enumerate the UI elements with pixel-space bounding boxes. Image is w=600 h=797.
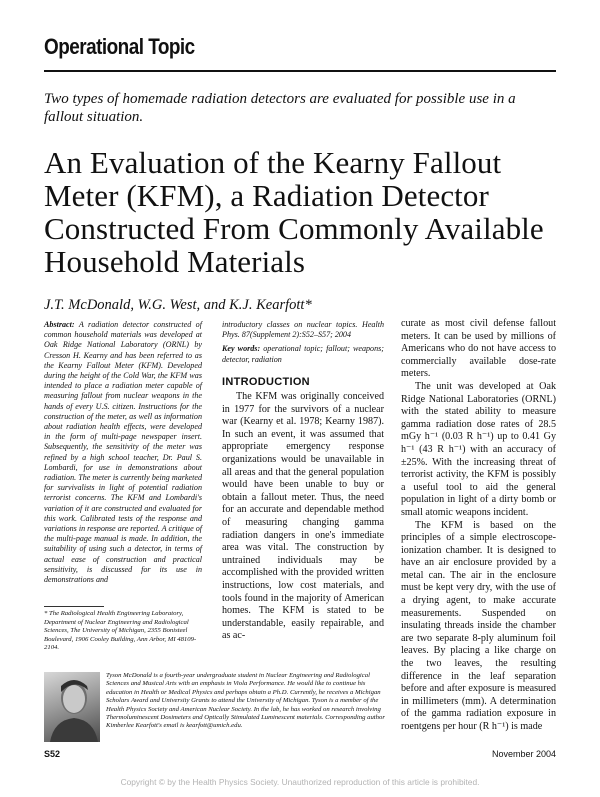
col3-paragraph-3: The KFM is based on the principles of a simple electroscope-ionization chamber. It is designed to have an air enclosure provided by a metal can. The air in the enclosure must be kept very dry, with the use of a drying agent, to make accurate measurements. Suspended on insulating threads inside the chamber are two separate 8-ply aluminum foil leaves. By placing a like charge on the two leaves, the resulting difference in the leaf separation before and after exposure is measured in millimeters (mm). A determination of the gamma radiation exposure in roentgens per hour (R h⁻¹) is made <box>401 519 556 732</box>
footnote-rule <box>44 606 104 607</box>
author-photo <box>44 672 100 742</box>
copyright-notice: Copyright © by the Health Physics Society. Unauthorized reproduction of this article is prohibited. <box>120 777 480 787</box>
introduction-heading: INTRODUCTION <box>222 375 310 388</box>
affiliation-footnote: * The Radiological Health Engineering Laboratory, Department of Nuclear Engineering and Radiological Sciences, The University of Michigan, 2355 Bonisteel Boulevard, 1906 Cooley Building, Ann Arbor, MI 48109-2104. <box>44 610 197 652</box>
citation: Health Phys. 87(Supplement 2):S52–S57; 2004 <box>222 320 384 340</box>
author-portrait-icon <box>44 672 100 742</box>
col3-paragraph-2: The unit was developed at Oak Ridge National Laboratories (ORNL) with the stated ability to measure gamma radiation dose rates of 28.5 mGy h⁻¹ (0.03 R h⁻¹) up to 0.41 Gy h⁻¹ (43 R h⁻¹) with an accuracy of ±25%. With the increasing threat of terrorist activity, the KFM is possibly a useful tool to aid the general population in light of a dirty bomb or small atomic weapons incident. <box>401 380 556 518</box>
issue-date: November 2004 <box>491 749 556 759</box>
article-authors: J.T. McDonald, W.G. West, and K.J. Kearfott* <box>44 297 312 313</box>
header-rule <box>44 70 556 72</box>
abstract-continuation: introductory classes on nuclear topics. <box>222 320 358 329</box>
middle-column <box>222 320 384 643</box>
right-column <box>401 318 556 734</box>
keywords-text: operational topic; fallout; weapons; detector, radiation <box>222 344 385 364</box>
abstract-column <box>44 320 202 585</box>
abstract-label: Abstract: <box>44 320 75 329</box>
author-bio: Tyson McDonald is a fourth-year undergraduate student in Nuclear Engineering and Radiological Sciences and Musical Arts with an emphasis in Viola Performance. He would like to continue his education in Health or Medical Physics and perhaps obtain a Ph.D. Currently, he receives a Michigan Scholars Award and University Grants to attend the University of Michigan. Tyson is a member of the Health Physics Society and American Nuclear Society. In the lab, he has worked on research involving Thermoluminescent Dosimeters and Optically Stimulated Luminescent materials. Corresponding author Kimberlee Kearfott's email is kearfott@umich.edu. <box>106 672 385 730</box>
col3-paragraph-1: curate as most civil defense fallout meters. It can be used by millions of Americans who do not have access to commercially available dose-rate meters. <box>401 318 556 380</box>
article-summary: Two types of homemade radiation detectors are evaluated for possible use in a fallout situation. <box>44 91 516 125</box>
keywords-label: Key words: <box>222 344 261 354</box>
page-number: S52 <box>44 749 61 759</box>
section-topic: Operational Topic <box>44 34 195 59</box>
intro-paragraph: The KFM was originally conceived in 1977 for the survivors of a nuclear war (Kearny et al. 1978; Kearny 1987). In such an event, it was assumed that appropriate emergency response organizations would be unavailable in all areas and that the general population would have been unable to buy or obtain a fallout meter. Thus, the need for an accurate and dependable method of measuring changing gamma radiation dangers in one's immediate area was vital. The construction by untrained individuals may be accomplished with the provided written instructions, low cost materials, and tools found in the majority of American homes. The KFM is stated to be understandable, easily repairable, and as ac- <box>222 391 384 642</box>
article-title: An Evaluation of the Kearny Fallout Meter (KFM), a Radiation Detector Constructed From Commonly Available Household Materials <box>44 145 544 279</box>
abstract-text: A radiation detector constructed of common household materials was developed at Oak Ridge National Laboratory (ORNL) by Cresson H. Kearny and has been referred to as the Kearny Fallout Meter (KFM). Developed during the height of the Cold War, the KFM was intended to place a radiation meter capable of measuring fallout from nuclear weapons in the hands of every U.S. citizen. Instructions for the construction of the meter, as well as information about radiation health effects, were developed in the form of multi-page newspaper insert. Subsequently, the sensitivity of the meter was refined by a high school teacher, Dr. Paul S. Lombardi, for use in demonstrations about radiation. The meter is currently being marketed for survivalists in light of potential radiation terrorist concerns. The KFM and Lombardi's variation of it are constructed and evaluated for this work. Calibrated tests of the response and variations in response are reported. A critique of the multi-page manual is made. In addition, the suitability of using such a detector, in terms of actual ease of construction and practical sensitivity, is discussed for its use in demonstrations and <box>44 320 202 585</box>
